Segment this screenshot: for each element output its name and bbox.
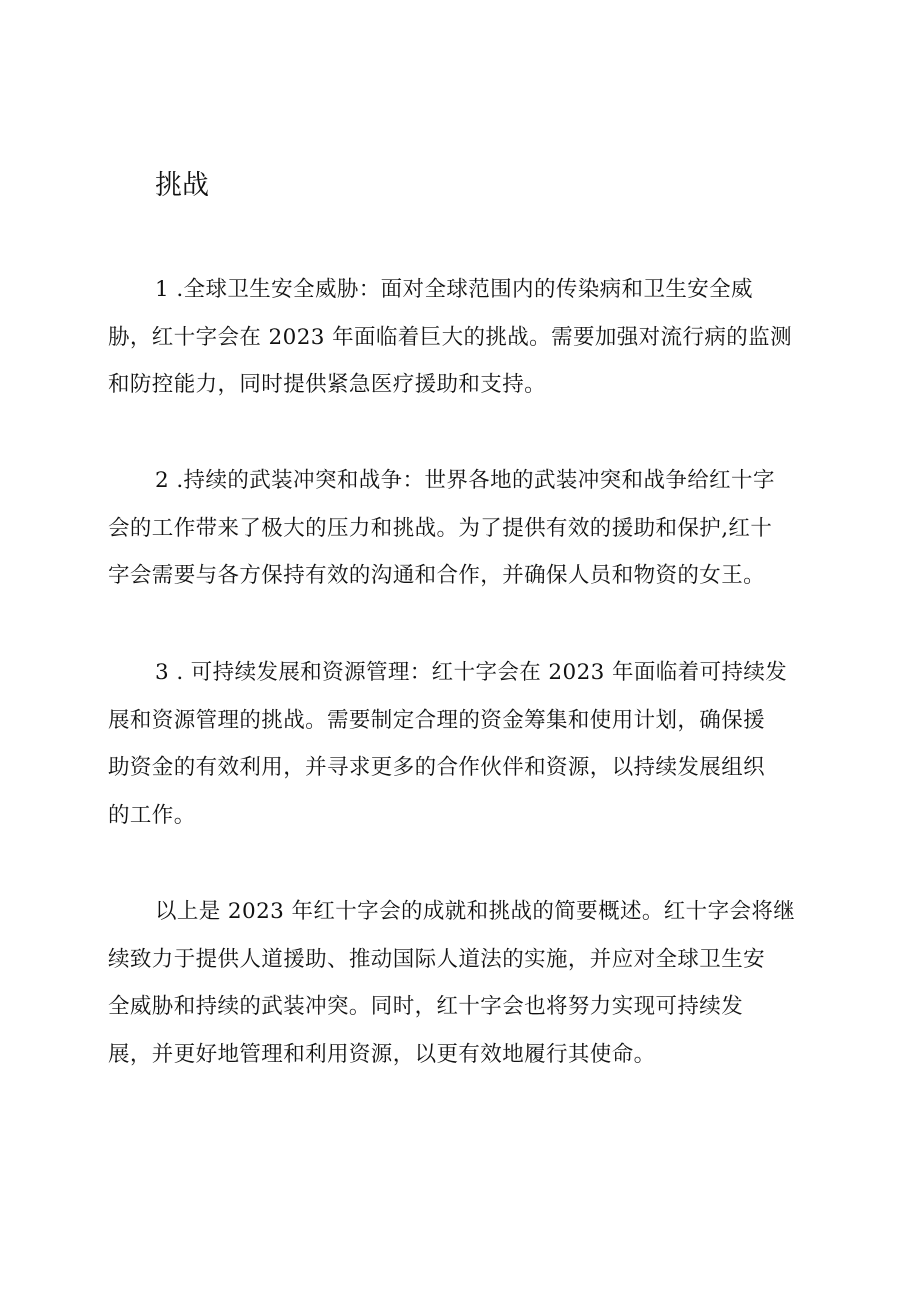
- challenge-paragraph-3: [108, 649, 808, 839]
- paragraph-line: 和防控能力，同时提供紧急医疗援助和支持。: [108, 372, 547, 397]
- challenge-paragraph-2: [108, 457, 808, 600]
- section-heading: 挑战: [155, 170, 209, 201]
- paragraph-line: 展和资源管理的挑战。需要制定合理的资金筹集和使用计划，确保援: [108, 707, 766, 733]
- paragraph-line: 展，并更好地管理和利用资源，以更有效地履行其使命。: [108, 1041, 656, 1067]
- paragraph-line: 以上是 2023 年红十字会的成就和挑战的简要概述。红十字会将继: [155, 899, 796, 924]
- paragraph-line: 3 . 可持续发展和资源管理：红十字会在 2023 年面临着可持续发: [155, 660, 788, 685]
- paragraph-line: 全威胁和持续的武装冲突。同时，红十字会也将努力实现可持续发: [108, 994, 744, 1019]
- paragraph-line: 胁，红十字会在 2023 年面临着巨大的挑战。需要加强对流行病的监测: [108, 324, 792, 350]
- paragraph-line: 1 .全球卫生安全威胁：面对全球范围内的传染病和卫生安全威: [155, 277, 753, 302]
- paragraph-line: 续致力于提供人道援助、推动国际人道法的实施，并应对全球卫生安: [108, 946, 766, 972]
- challenge-paragraph-1: [108, 266, 808, 409]
- paragraph-line: 的工作。: [108, 802, 196, 828]
- paragraph-line: 会的工作带来了极大的压力和挑战。为了提供有效的援助和保护,红十: [108, 515, 773, 541]
- summary-paragraph: [108, 888, 808, 1078]
- paragraph-line: 2 .持续的武装冲突和战争：世界各地的武装冲突和战争给红十字: [155, 468, 775, 493]
- paragraph-line: 助资金的有效利用，并寻求更多的合作伙伴和资源，以持续发展组织: [108, 755, 766, 780]
- paragraph-line: 字会需要与各方保持有效的沟通和合作，并确保人员和物资的女王。: [108, 563, 766, 588]
